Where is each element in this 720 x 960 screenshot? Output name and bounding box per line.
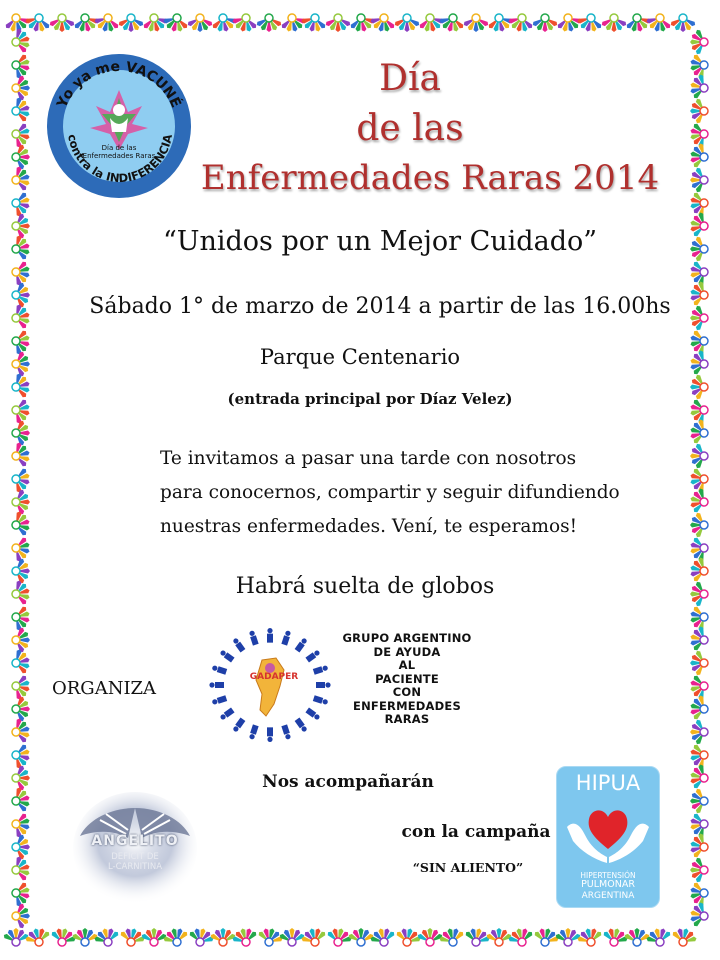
hand-icon xyxy=(555,928,582,946)
hand-icon xyxy=(12,489,30,516)
hand-icon xyxy=(690,236,708,263)
hand-icon xyxy=(12,75,30,102)
hand-icon xyxy=(12,144,30,171)
person-icon xyxy=(267,727,273,742)
hand-icon xyxy=(118,14,145,32)
organizer-line-2: DE AYUDA xyxy=(373,644,441,659)
hand-icon xyxy=(12,903,30,930)
invitation-text xyxy=(160,442,660,544)
campaign-label: con la campaña xyxy=(401,822,551,842)
person-icon xyxy=(295,637,308,652)
title-line-1: Día xyxy=(379,58,441,99)
organizer-line-6: ENFERMEDADES xyxy=(353,698,461,713)
gadaper-logo-label: GADAPER xyxy=(249,672,299,682)
gadaper-logo xyxy=(204,624,336,746)
slogan: “Unidos por un Mejor Cuidado” xyxy=(162,226,598,257)
hand-icon xyxy=(690,29,708,56)
badge-center-line1: Día de las xyxy=(101,144,137,152)
hand-icon xyxy=(690,443,708,470)
hand-icon xyxy=(12,558,30,585)
hand-icon xyxy=(690,374,708,401)
hand-icon xyxy=(669,925,699,949)
person-icon xyxy=(219,649,234,662)
person-icon xyxy=(219,707,234,720)
angel-wings-icon xyxy=(70,790,200,910)
organizer-line-4: PACIENTE xyxy=(375,671,439,686)
hand-icon xyxy=(12,834,30,861)
balloons-note: Habrá suelta de globos xyxy=(235,574,495,599)
event-date: Sábado 1° de marzo de 2014 a partir de las 16.00hs xyxy=(89,294,671,319)
hand-icon xyxy=(256,14,283,32)
badge-bottom-text: contra la INDIFERENCIA xyxy=(65,133,175,186)
person-icon xyxy=(248,630,258,646)
hand-icon xyxy=(690,788,708,815)
hand-icon xyxy=(12,282,30,309)
invitation-line-2: para conocernos, compartir y seguir difundiendo xyxy=(160,482,620,503)
person-icon xyxy=(211,665,227,675)
person-icon xyxy=(316,682,331,688)
person-icon xyxy=(232,637,245,652)
person-icon xyxy=(305,707,320,720)
organizer-line-7: RARAS xyxy=(384,712,430,726)
person-icon xyxy=(305,649,320,662)
person-icon xyxy=(295,718,308,733)
organizer-line-5: CON xyxy=(392,685,422,699)
title-line-2: de las xyxy=(356,108,464,149)
campaign-name: “SIN ALIENTO” xyxy=(412,860,524,875)
hand-icon xyxy=(12,627,30,654)
vaccine-badge-logo xyxy=(40,50,198,200)
person-icon xyxy=(313,665,329,675)
person-icon xyxy=(281,630,291,646)
hand-icon xyxy=(12,765,30,792)
angelito-subtitle-1: DEFICIT DE xyxy=(111,852,159,862)
hand-icon xyxy=(670,14,697,32)
badge-top-text: Yo ya me VACUNÉ xyxy=(54,58,184,111)
hand-icon xyxy=(187,14,214,32)
angelito-name: ANGELITO xyxy=(91,833,179,849)
person-icon xyxy=(281,724,291,740)
invitation-line-3: nuestras enfermedades. Vení, te esperamos! xyxy=(160,516,578,537)
hand-icon xyxy=(690,512,708,539)
organizer-name xyxy=(332,632,482,727)
hand-icon xyxy=(463,14,490,32)
accompanied-by-label: Nos acompañarán xyxy=(262,772,434,792)
hand-icon xyxy=(690,650,708,677)
invitation-line-1: Te invitamos a pasar una tarde con nosotros xyxy=(160,448,577,469)
hand-icon xyxy=(279,928,306,946)
hipua-line-2: PULMONAR xyxy=(581,879,635,890)
hand-icon xyxy=(12,696,30,723)
hand-icon xyxy=(12,351,30,378)
organizer-line-1: GRUPO ARGENTINO xyxy=(342,631,472,645)
hand-icon xyxy=(690,98,708,125)
hand-icon xyxy=(690,581,708,608)
event-place: Parque Centenario xyxy=(259,345,461,369)
hand-icon xyxy=(210,928,237,946)
hipua-line-1: HIPERTENSIÓN xyxy=(580,871,636,880)
title-line-3: Enfermedades Raras 2014 xyxy=(200,158,660,198)
hand-icon xyxy=(690,857,708,884)
hand-icon xyxy=(690,719,708,746)
hand-icon xyxy=(394,14,421,32)
person-icon xyxy=(248,724,258,740)
organizer-line-3: AL xyxy=(398,658,416,672)
event-place-note: (entrada principal por Díaz Velez) xyxy=(227,390,513,408)
hand-icon xyxy=(49,14,76,32)
person-icon xyxy=(209,682,224,688)
person-icon xyxy=(232,718,245,733)
badge-center-line2: Enfermedades Raras xyxy=(82,152,156,160)
hipua-name: HIPUA xyxy=(575,771,641,795)
organizer-label: ORGANIZA xyxy=(52,678,157,699)
hand-icon xyxy=(141,928,168,946)
hand-icon xyxy=(72,928,99,946)
hand-icon xyxy=(486,928,513,946)
heart-hands-icon xyxy=(563,797,653,867)
hand-icon xyxy=(690,305,708,332)
person-icon xyxy=(211,695,227,705)
hand-icon xyxy=(348,928,375,946)
person-icon xyxy=(267,628,273,643)
hand-icon xyxy=(690,167,708,194)
hand-icon xyxy=(624,928,651,946)
hand-icon xyxy=(601,14,628,32)
hand-icon xyxy=(12,213,30,240)
hand-icon xyxy=(3,928,30,946)
hipua-line-3: ARGENTINA xyxy=(581,891,635,901)
hand-icon xyxy=(417,928,444,946)
hipua-logo xyxy=(556,766,660,908)
hand-icon xyxy=(12,420,30,447)
hand-icon xyxy=(532,14,559,32)
hand-icon xyxy=(325,14,352,32)
person-icon xyxy=(313,695,329,705)
angelito-subtitle-2: L-CARNITINA xyxy=(107,862,163,872)
